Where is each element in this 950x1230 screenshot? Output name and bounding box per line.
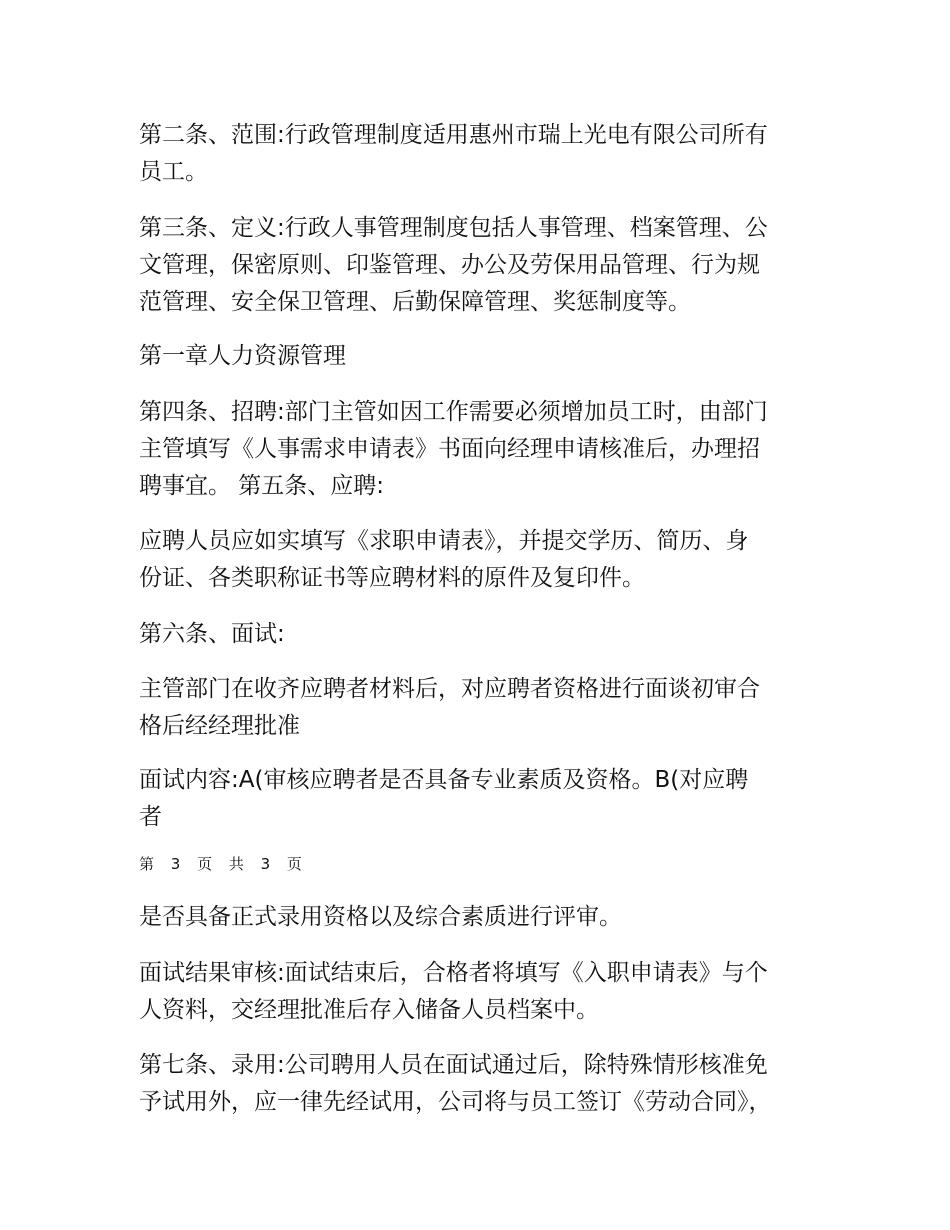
text-line: 文管理，保密原则、印鉴管理、办公及劳保用品管理、行为规 — [139, 252, 760, 278]
text-line: 者 — [139, 804, 162, 830]
paragraph-interview-review — [139, 671, 819, 745]
paragraph-interview-result — [139, 955, 819, 1029]
text-line: 第二条、范围:行政管理制度适用惠州市瑞上光电有限公司所有 — [139, 122, 768, 148]
text-line: 主管填写《人事需求申请表》书面向经理申请核准后，办理招 — [139, 436, 760, 462]
paragraph-scope — [139, 117, 819, 191]
text-line: 聘事宜。 第五条、应聘: — [139, 473, 385, 499]
paragraph-application — [139, 523, 819, 597]
text-line: 面试结果审核:面试结束后，合格者将填写《入职申请表》与个 — [139, 960, 768, 986]
paragraph-interview-heading — [139, 616, 819, 653]
text-line: 第三条、定义:行政人事管理制度包括人事管理、档案管理、公 — [139, 215, 768, 241]
text-line: 范管理、安全保卫管理、后勤保障管理、奖惩制度等。 — [139, 289, 691, 315]
page-footer: 第 3 页 共 3 页 — [139, 855, 308, 873]
text-line: 第六条、面试: — [139, 621, 285, 647]
paragraph-interview-content — [139, 762, 819, 836]
text-line: 人资料，交经理批准后存入储备人员档案中。 — [139, 997, 599, 1023]
text-line: 格后经经理批准 — [139, 713, 300, 739]
text-line: 是否具备正式录用资格以及综合素质进行评审。 — [139, 904, 622, 930]
text-line: 主管部门在收齐应聘者材料后，对应聘者资格进行面谈初审合 — [139, 676, 760, 702]
text-line: 应聘人员应如实填写《求职申请表》，并提交学历、简历、身 — [139, 528, 749, 554]
text-line: 第七条、录用:公司聘用人员在面试通过后，除特殊情形核准免 — [139, 1052, 768, 1078]
text-line: 予试用外，应一律先经试用，公司将与员工签订《劳动合同》， — [139, 1089, 772, 1115]
text-line: 员工。 — [139, 159, 208, 185]
text-line: 第四条、招聘:部门主管如因工作需要必须增加员工时，由部门 — [139, 399, 768, 425]
paragraph-definition — [139, 210, 819, 321]
text-line: 面试内容:A(审核应聘者是否具备专业素质及资格。B(对应聘 — [139, 767, 749, 793]
paragraph-hiring — [139, 1047, 819, 1121]
paragraph-recruitment — [139, 394, 819, 505]
chapter-heading — [139, 338, 819, 375]
paragraph-evaluation — [139, 899, 819, 936]
text-line: 第一章人力资源管理 — [139, 343, 346, 369]
text-line: 份证、各类职称证书等应聘材料的原件及复印件。 — [139, 565, 645, 591]
